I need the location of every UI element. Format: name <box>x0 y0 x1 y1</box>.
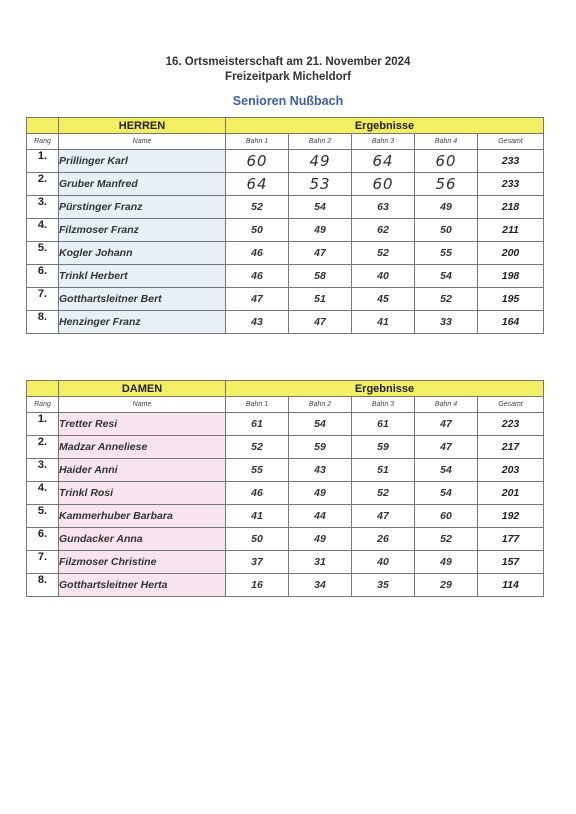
bahn4-score: 49 <box>415 551 478 574</box>
bahn3-score: 59 <box>352 436 415 459</box>
bahn2-score: 49 <box>289 150 352 173</box>
total-score: 218 <box>478 196 544 219</box>
total-score: 157 <box>478 551 544 574</box>
rank-cell: 8. <box>27 311 59 334</box>
table-row <box>27 219 544 242</box>
bahn2-score: 44 <box>289 505 352 528</box>
rank-cell: 3. <box>27 459 59 482</box>
results-label: Ergebnisse <box>226 118 544 134</box>
bahn4-score: 52 <box>415 528 478 551</box>
bahn2-score: 47 <box>289 242 352 265</box>
total-score: 177 <box>478 528 544 551</box>
bahn2-score: 31 <box>289 551 352 574</box>
player-name: Trinkl Herbert <box>59 265 226 288</box>
total-score: 233 <box>478 150 544 173</box>
table-row <box>27 436 544 459</box>
bahn3-score: 61 <box>352 413 415 436</box>
rank-cell: 8. <box>27 574 59 597</box>
bahn2-header: Bahn 2 <box>289 397 352 413</box>
player-name: Filzmoser Christine <box>59 551 226 574</box>
player-name: Gotthartsleitner Bert <box>59 288 226 311</box>
player-name: Gundacker Anna <box>59 528 226 551</box>
player-name: Prillinger Karl <box>59 150 226 173</box>
name-header: Name <box>59 134 226 150</box>
bahn1-score: 50 <box>226 219 289 242</box>
rank-cell: 4. <box>27 482 59 505</box>
bahn3-header: Bahn 3 <box>352 397 415 413</box>
bahn4-score: 60 <box>415 505 478 528</box>
bahn4-score: 54 <box>415 265 478 288</box>
group-title: HERREN <box>59 118 226 134</box>
bahn3-score: 45 <box>352 288 415 311</box>
rank-cell: 5. <box>27 505 59 528</box>
total-score: 201 <box>478 482 544 505</box>
bahn2-score: 34 <box>289 574 352 597</box>
rank-cell: 5. <box>27 242 59 265</box>
damen-results-table <box>26 380 544 597</box>
bahn2-score: 54 <box>289 196 352 219</box>
bahn2-score: 51 <box>289 288 352 311</box>
bahn3-score: 35 <box>352 574 415 597</box>
table-row <box>27 459 544 482</box>
total-score: 192 <box>478 505 544 528</box>
table-row <box>27 150 544 173</box>
bahn1-header: Bahn 1 <box>226 134 289 150</box>
table-row <box>27 311 544 334</box>
player-name: Madzar Anneliese <box>59 436 226 459</box>
total-score: 200 <box>478 242 544 265</box>
bahn4-header: Bahn 4 <box>415 397 478 413</box>
rank-cell: 4. <box>27 219 59 242</box>
table-row <box>27 574 544 597</box>
bahn4-score: 33 <box>415 311 478 334</box>
event-title: 16. Ortsmeisterschaft am 21. November 2024 <box>165 56 411 68</box>
table-row <box>27 482 544 505</box>
player-name: Gotthartsleitner Herta <box>59 574 226 597</box>
rank-cell: 7. <box>27 288 59 311</box>
total-score: 203 <box>478 459 544 482</box>
bahn2-score: 49 <box>289 219 352 242</box>
table-row <box>27 551 544 574</box>
player-name: Pürstinger Franz <box>59 196 226 219</box>
bahn1-score: 41 <box>226 505 289 528</box>
rank-cell: 2. <box>27 173 59 196</box>
table-row <box>27 173 544 196</box>
bahn3-score: 40 <box>352 551 415 574</box>
rank-cell: 2. <box>27 436 59 459</box>
player-name: Kammerhuber Barbara <box>59 505 226 528</box>
bahn1-score: 47 <box>226 288 289 311</box>
total-score: 217 <box>478 436 544 459</box>
player-name: Filzmoser Franz <box>59 219 226 242</box>
total-header: Gesamt <box>478 134 544 150</box>
total-score: 198 <box>478 265 544 288</box>
table-row <box>27 413 544 436</box>
bahn4-score: 54 <box>415 459 478 482</box>
player-name: Haider Anni <box>59 459 226 482</box>
event-venue: Freizeitpark Micheldorf <box>225 71 351 83</box>
bahn3-score: 64 <box>352 150 415 173</box>
rank-cell: 6. <box>27 265 59 288</box>
bahn3-score: 60 <box>352 173 415 196</box>
rank-cell: 1. <box>27 150 59 173</box>
bahn1-header: Bahn 1 <box>226 397 289 413</box>
rank-cell: 7. <box>27 551 59 574</box>
bahn3-score: 52 <box>352 242 415 265</box>
bahn1-score: 46 <box>226 482 289 505</box>
bahn1-score: 43 <box>226 311 289 334</box>
results-label: Ergebnisse <box>226 381 544 397</box>
table-row <box>27 288 544 311</box>
bahn1-score: 55 <box>226 459 289 482</box>
bahn4-score: 29 <box>415 574 478 597</box>
bahn2-score: 53 <box>289 173 352 196</box>
herren-results-table <box>26 117 544 334</box>
name-header: Name <box>59 397 226 413</box>
rank-header: Rang <box>27 397 59 413</box>
bahn1-score: 61 <box>226 413 289 436</box>
total-score: 114 <box>478 574 544 597</box>
bahn1-score: 50 <box>226 528 289 551</box>
bahn4-score: 56 <box>415 173 478 196</box>
bahn1-score: 52 <box>226 436 289 459</box>
bahn4-score: 50 <box>415 219 478 242</box>
player-name: Tretter Resi <box>59 413 226 436</box>
total-score: 211 <box>478 219 544 242</box>
table-row <box>27 505 544 528</box>
bahn3-score: 26 <box>352 528 415 551</box>
bahn1-score: 64 <box>226 173 289 196</box>
total-score: 223 <box>478 413 544 436</box>
table-row <box>27 528 544 551</box>
rank-cell: 1. <box>27 413 59 436</box>
club-name: Senioren Nußbach <box>232 94 344 108</box>
table-row <box>27 265 544 288</box>
bahn2-header: Bahn 2 <box>289 134 352 150</box>
bahn2-score: 58 <box>289 265 352 288</box>
bahn1-score: 46 <box>226 265 289 288</box>
total-score: 233 <box>478 173 544 196</box>
player-name: Henzinger Franz <box>59 311 226 334</box>
band-spacer <box>27 381 59 397</box>
bahn2-score: 49 <box>289 528 352 551</box>
total-header: Gesamt <box>478 397 544 413</box>
bahn3-score: 40 <box>352 265 415 288</box>
bahn4-score: 52 <box>415 288 478 311</box>
bahn3-score: 51 <box>352 459 415 482</box>
player-name: Trinkl Rosi <box>59 482 226 505</box>
bahn3-score: 52 <box>352 482 415 505</box>
player-name: Kogler Johann <box>59 242 226 265</box>
bahn3-score: 41 <box>352 311 415 334</box>
band-spacer <box>27 118 59 134</box>
bahn4-score: 60 <box>415 150 478 173</box>
bahn1-score: 52 <box>226 196 289 219</box>
bahn2-score: 47 <box>289 311 352 334</box>
bahn4-score: 49 <box>415 196 478 219</box>
rank-header: Rang <box>27 134 59 150</box>
bahn1-score: 16 <box>226 574 289 597</box>
bahn3-score: 63 <box>352 196 415 219</box>
bahn3-score: 62 <box>352 219 415 242</box>
bahn4-score: 55 <box>415 242 478 265</box>
bahn1-score: 37 <box>226 551 289 574</box>
bahn1-score: 46 <box>226 242 289 265</box>
rank-cell: 3. <box>27 196 59 219</box>
bahn4-header: Bahn 4 <box>415 134 478 150</box>
bahn2-score: 59 <box>289 436 352 459</box>
bahn2-score: 49 <box>289 482 352 505</box>
bahn4-score: 47 <box>415 436 478 459</box>
bahn2-score: 54 <box>289 413 352 436</box>
bahn4-score: 54 <box>415 482 478 505</box>
rank-cell: 6. <box>27 528 59 551</box>
bahn2-score: 43 <box>289 459 352 482</box>
bahn1-score: 60 <box>226 150 289 173</box>
table-row <box>27 196 544 219</box>
total-score: 164 <box>478 311 544 334</box>
group-title: DAMEN <box>59 381 226 397</box>
total-score: 195 <box>478 288 544 311</box>
bahn3-score: 47 <box>352 505 415 528</box>
player-name: Gruber Manfred <box>59 173 226 196</box>
bahn3-header: Bahn 3 <box>352 134 415 150</box>
bahn4-score: 47 <box>415 413 478 436</box>
table-row <box>27 242 544 265</box>
